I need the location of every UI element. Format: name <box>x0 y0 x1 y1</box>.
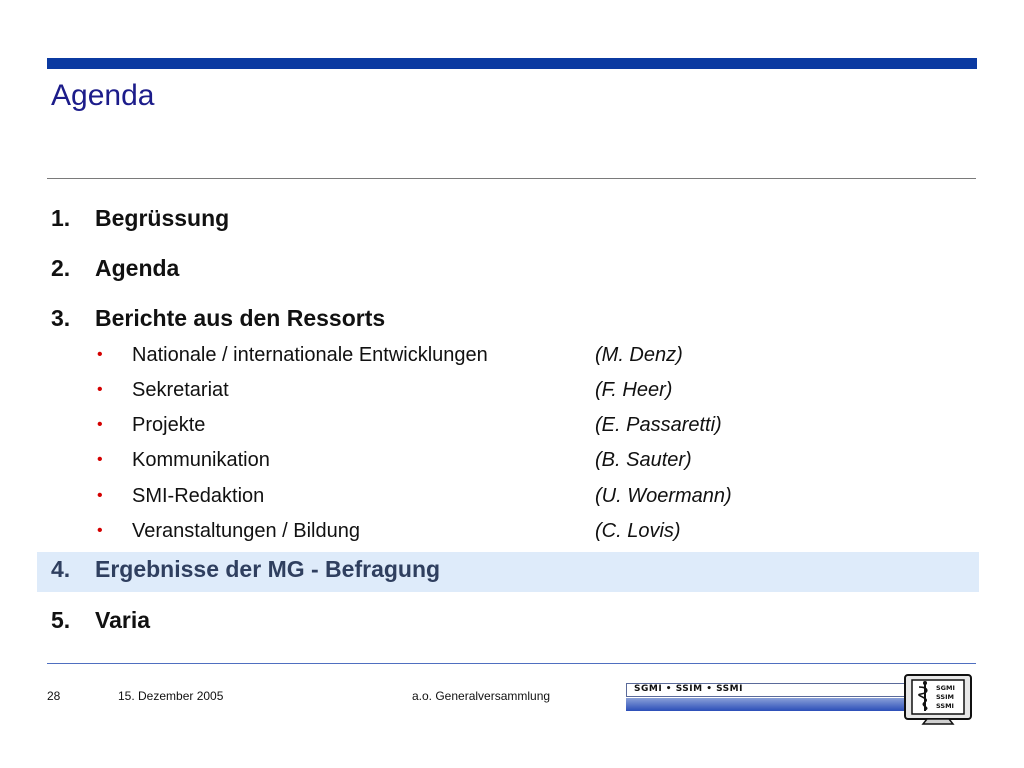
logo-screen-text-3: SSMI <box>936 702 954 710</box>
title-divider <box>47 178 976 179</box>
agenda-item-number: 5. <box>51 607 71 633</box>
footer-date: 15. Dezember 2005 <box>118 689 224 703</box>
agenda-item-label: Begrüssung <box>95 205 230 231</box>
agenda-item-number: 4. <box>51 556 71 582</box>
footer-event: a.o. Generalversammlung <box>412 689 551 703</box>
logo-screen-text-1: SGMI <box>936 684 955 692</box>
agenda-item-label: Agenda <box>95 255 180 281</box>
sub-item-label: Veranstaltungen / Bildung <box>132 520 360 542</box>
sub-item-label: SMI-Redaktion <box>132 485 265 507</box>
agenda-item-number: 2. <box>51 255 71 281</box>
agenda-item-number: 3. <box>51 305 71 331</box>
sub-item-label: Nationale / internationale Entwicklungen <box>132 344 488 366</box>
sub-item-person: (F. Heer) <box>595 379 673 401</box>
logo-screen-text-2: SSIM <box>936 693 954 701</box>
bullet-icon: • <box>97 451 103 468</box>
sub-item-person: (M. Denz) <box>595 344 683 366</box>
bullet-icon: • <box>97 416 103 433</box>
agenda-item-label: Berichte aus den Ressorts <box>95 305 386 331</box>
agenda-item-label: Varia <box>95 607 150 633</box>
agenda-item-number: 1. <box>51 205 71 231</box>
logo-band-text: SGMI • SSIM • SSMI <box>634 684 743 694</box>
slide-title: Agenda <box>51 79 155 112</box>
sub-item-person: (C. Lovis) <box>595 520 681 542</box>
sub-item-person: (B. Sauter) <box>595 449 692 471</box>
top-accent-bar <box>47 58 977 69</box>
agenda-item-5 <box>51 606 150 634</box>
bullet-icon: • <box>97 346 103 363</box>
agenda-item-4 <box>51 555 440 583</box>
agenda-item-label: Ergebnisse der MG - Befragung <box>95 556 441 582</box>
sub-item-label: Sekretariat <box>132 379 229 401</box>
agenda-item-3 <box>51 304 385 332</box>
footer-divider <box>47 663 976 664</box>
agenda-item-1 <box>51 204 229 232</box>
sub-item-label: Kommunikation <box>132 449 270 471</box>
agenda-item-2 <box>51 254 179 282</box>
logo-band-gradient <box>626 698 916 711</box>
bullet-icon: • <box>97 522 103 539</box>
bullet-icon: • <box>97 381 103 398</box>
page-number: 28 <box>47 689 61 703</box>
sub-item-person: (E. Passaretti) <box>595 414 722 436</box>
monitor-logo-icon <box>903 674 973 726</box>
sub-item-person: (U. Woermann) <box>595 485 732 507</box>
sub-item-label: Projekte <box>132 414 206 436</box>
bullet-icon: • <box>97 487 103 504</box>
